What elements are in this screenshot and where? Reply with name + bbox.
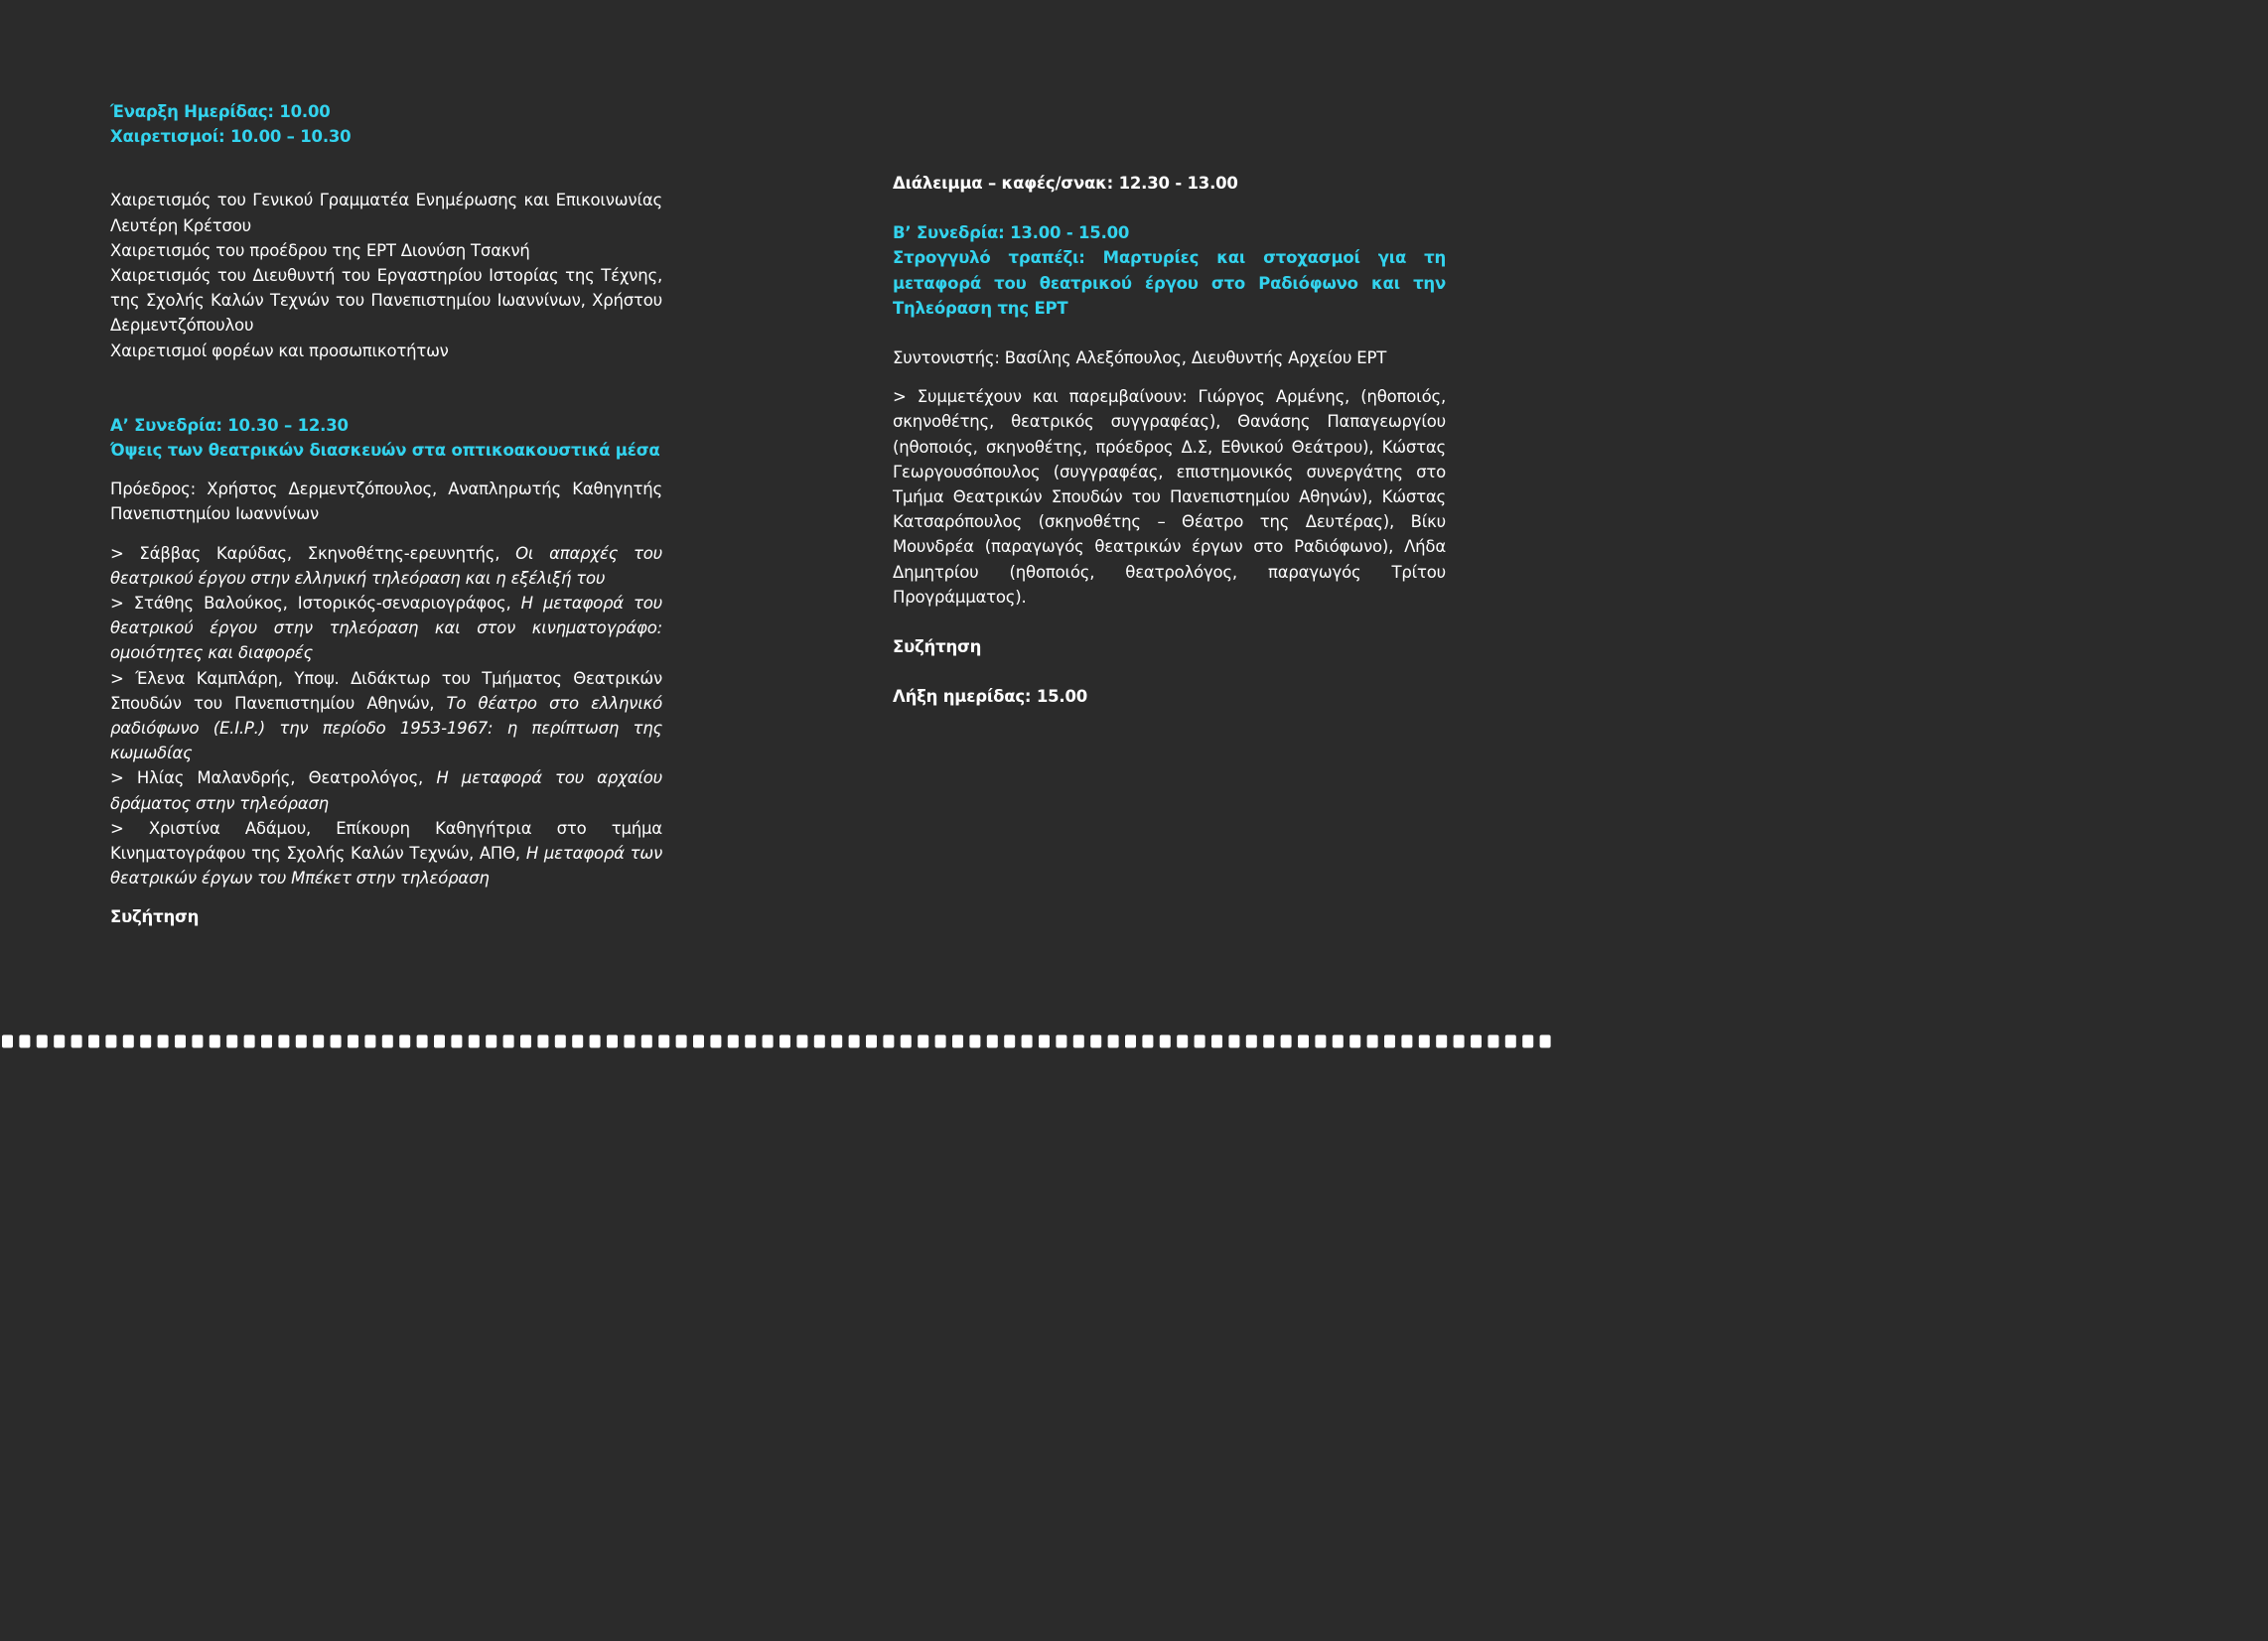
filmstrip-hole [918,1035,928,1048]
filmstrip-hole [88,1035,99,1048]
greetings-time: Χαιρετισμοί: 10.00 – 10.30 [110,127,352,147]
session-b-moderator: Συντονιστής: Βασίλης Αλεξόπουλος, Διευθυντής Αρχείου ΕΡΤ [893,348,1387,368]
talk-item [110,591,662,666]
filmstrip-hole [1281,1035,1292,1048]
filmstrip-hole [1108,1035,1119,1048]
closing-time: Λήξη ημερίδας: 15.00 [893,687,1088,707]
filmstrip-hole [348,1035,358,1048]
filmstrip-hole [296,1035,307,1048]
session-b-subtitle: Στρογγυλό τραπέζι: Μαρτυρίες και στοχασμοί για τη μεταφορά του θεατρικού έργου στο Ραδιόφωνο και την Τηλεόραση της ΕΡΤ [893,248,1446,318]
filmstrip-hole [901,1035,912,1048]
filmstrip-hole [1004,1035,1015,1048]
filmstrip-hole [1160,1035,1171,1048]
session-b-participants: > Συμμετέχουν και παρεμβαίνουν: Γιώργος Αρμένης, (ηθοποιός, σκηνοθέτης, θεατρικός συγγραφέας), Θανάσης Παπαγεωργίου (ηθοποιός, σκηνοθέτης, πρόεδρος Δ.Σ, Εθνικού Θεάτρου), Κώστας Γεωργουσόπουλος (συγγραφέας, επιστημονικός συνεργάτης στο Τμήμα Θεατρικών Σπουδών του Πανεπιστημίου Αθηνών), Κώστας Κατσαρόπουλος (σκηνοθέτης – Θέατρο της Δευτέρας), Βίκυ Μουνδρέα (παραγωγός θεατρικών έργων στο Ραδιόφωνο), Λήδα Δημητρίου (ηθοποιός, θεατρολόγος, παραγωγός Τρίτου Προγράμματος). [893,387,1446,607]
talk-item [110,666,662,766]
greeting-item: Χαιρετισμός του Γενικού Γραμματέα Ενημέρωσης και Επικοινωνίας Λευτέρη Κρέτσου [110,191,662,235]
talk-title: Η μεταφορά του θεατρικού έργου στην τηλεόραση και στον κινηματογράφο: ομοιότητες και διαφορές [110,594,663,663]
filmstrip-hole [866,1035,877,1048]
filmstrip-icon [0,1033,1557,1049]
filmstrip-hole [745,1035,756,1048]
filmstrip-hole [364,1035,375,1048]
talk-title: Οι απαρχές του θεατρικού έργου στην ελληνική τηλεόραση και η εξέλιξή του [110,543,662,588]
filmstrip-hole [1246,1035,1257,1048]
filmstrip-hole [1367,1035,1378,1048]
filmstrip-hole [417,1035,428,1048]
filmstrip-hole [520,1035,531,1048]
filmstrip-hole [313,1035,324,1048]
filmstrip-hole [763,1035,774,1048]
filmstrip-hole [641,1035,652,1048]
greeting-item: Χαιρετισμός του προέδρου της ΕΡΤ Διονύση Τσακνή [110,240,530,260]
filmstrip-hole [158,1035,169,1048]
filmstrip-hole [1142,1035,1153,1048]
filmstrip-hole [555,1035,566,1048]
filmstrip-hole [1039,1035,1050,1048]
filmstrip-hole [1454,1035,1465,1048]
greetings-list [110,188,662,362]
session-a-chair: Πρόεδρος: Χρήστος Δερμεντζόπουλος, Αναπληρωτής Καθηγητής Πανεπιστημίου Ιωαννίνων [110,479,662,524]
filmstrip-hole [71,1035,82,1048]
break-time: Διάλειμμα – καφές/σνακ: 12.30 - 13.00 [893,174,1238,193]
filmstrip-hole [572,1035,583,1048]
talk-speaker: > Έλενα Καμπλάρη, Υποψ. Διδάκτωρ του Τμήματος Θεατρικών Σπουδών του Πανεπιστημίου Αθηνών, [110,668,662,713]
filmstrip-hole [1195,1035,1205,1048]
filmstrip-hole [831,1035,842,1048]
filmstrip-hole [1505,1035,1516,1048]
filmstrip-hole [1522,1035,1533,1048]
filmstrip-hole [987,1035,998,1048]
talk-speaker: > Στάθης Βαλούκος, Ιστορικός-σεναριογράφος, [110,594,511,614]
session-a-discussion: Συζήτηση [110,907,200,927]
filmstrip-hole [883,1035,894,1048]
filmstrip-hole [1349,1035,1360,1048]
filmstrip-hole [1298,1035,1309,1048]
talk-item [110,816,662,891]
filmstrip-hole [244,1035,255,1048]
program-page [0,0,1557,1127]
filmstrip-hole [796,1035,807,1048]
filmstrip-hole [693,1035,704,1048]
filmstrip-hole [1073,1035,1084,1048]
greeting-item: Χαιρετισμοί φορέων και προσωπικοτήτων [110,341,449,360]
filmstrip-hole [434,1035,445,1048]
session-a-subtitle: Όψεις των θεατρικών διασκευών στα οπτικοακουστικά μέσα [110,441,660,461]
filmstrip-hole [503,1035,514,1048]
talk-item [110,765,662,815]
session-b-title: Β’ Συνεδρία: 13.00 - 15.00 [893,223,1130,243]
filmstrip-hole [175,1035,186,1048]
filmstrip-hole [1540,1035,1551,1048]
talk-title: Η μεταφορά του αρχαίου δράματος στην τηλεόραση [110,768,662,813]
filmstrip-hole [658,1035,669,1048]
talk-item [110,541,662,591]
filmstrip-hole [849,1035,860,1048]
filmstrip-hole [486,1035,496,1048]
filmstrip-hole [261,1035,272,1048]
talk-speaker: > Ηλίας Μαλανδρής, Θεατρολόγος, [110,768,424,788]
filmstrip-hole [780,1035,790,1048]
filmstrip-hole [537,1035,548,1048]
filmstrip-hole [1056,1035,1066,1048]
filmstrip-hole [1333,1035,1344,1048]
filmstrip-hole [1177,1035,1188,1048]
filmstrip-hole [451,1035,462,1048]
filmstrip-hole [1228,1035,1239,1048]
filmstrip-hole [37,1035,48,1048]
greeting-item: Χαιρετισμός του Διευθυντή του Εργαστηρίου Ιστορίας της Τέχνης, της Σχολής Καλών Τεχνών του Πανεπιστημίου Ιωαννίνων, Χρήστου Δερμεντζόπουλου [110,266,662,336]
talk-title: Η μεταφορά των θεατρικών έργων του Μπέκετ στην τηλεόραση [110,844,663,889]
session-a-title: Α’ Συνεδρία: 10.30 – 12.30 [110,415,349,435]
filmstrip-hole [590,1035,601,1048]
filmstrip-hole [140,1035,151,1048]
filmstrip-hole [469,1035,480,1048]
filmstrip-hole [1315,1035,1326,1048]
filmstrip-hole [814,1035,825,1048]
filmstrip-hole [1419,1035,1430,1048]
right-column [893,171,1446,709]
filmstrip-hole [105,1035,116,1048]
filmstrip-hole [1022,1035,1033,1048]
filmstrip-hole [607,1035,618,1048]
filmstrip-hole [1263,1035,1274,1048]
filmstrip-hole [1471,1035,1482,1048]
filmstrip-hole [54,1035,65,1048]
talk-title: Το θέατρο στο ελληνικό ραδιόφωνο (Ε.Ι.Ρ.) την περίοδο 1953-1967: η περίπτωση της κωμωδίας [110,693,663,763]
filmstrip-hole [676,1035,687,1048]
filmstrip-hole [382,1035,393,1048]
filmstrip-hole [624,1035,635,1048]
filmstrip-hole [192,1035,203,1048]
talks-list [110,541,662,891]
opening-time: Έναρξη Ημερίδας: 10.00 [110,102,331,121]
filmstrip-hole [1090,1035,1101,1048]
filmstrip-border [0,1033,1557,1049]
filmstrip-hole [935,1035,946,1048]
filmstrip-hole [1125,1035,1136,1048]
left-column [110,99,662,930]
filmstrip-hole [952,1035,963,1048]
filmstrip-hole [123,1035,134,1048]
filmstrip-hole [1211,1035,1222,1048]
filmstrip-hole [728,1035,739,1048]
filmstrip-hole [2,1035,13,1048]
filmstrip-hole [399,1035,410,1048]
filmstrip-hole [278,1035,289,1048]
filmstrip-hole [19,1035,30,1048]
filmstrip-hole [710,1035,721,1048]
filmstrip-hole [226,1035,237,1048]
filmstrip-hole [210,1035,220,1048]
filmstrip-hole [1401,1035,1412,1048]
filmstrip-hole [331,1035,342,1048]
filmstrip-hole [1384,1035,1395,1048]
filmstrip-hole [1436,1035,1447,1048]
talk-speaker: > Χριστίνα Αδάμου, Επίκουρη Καθηγήτρια στο τμήμα Κινηματογράφου της Σχολής Καλών Τεχνών, ΑΠΘ, [110,818,662,864]
talk-speaker: > Σάββας Καρύδας, Σκηνοθέτης-ερευνητής, [110,543,500,563]
session-b-discussion: Συζήτηση [893,637,982,657]
filmstrip-hole [1488,1035,1498,1048]
filmstrip-hole [969,1035,980,1048]
